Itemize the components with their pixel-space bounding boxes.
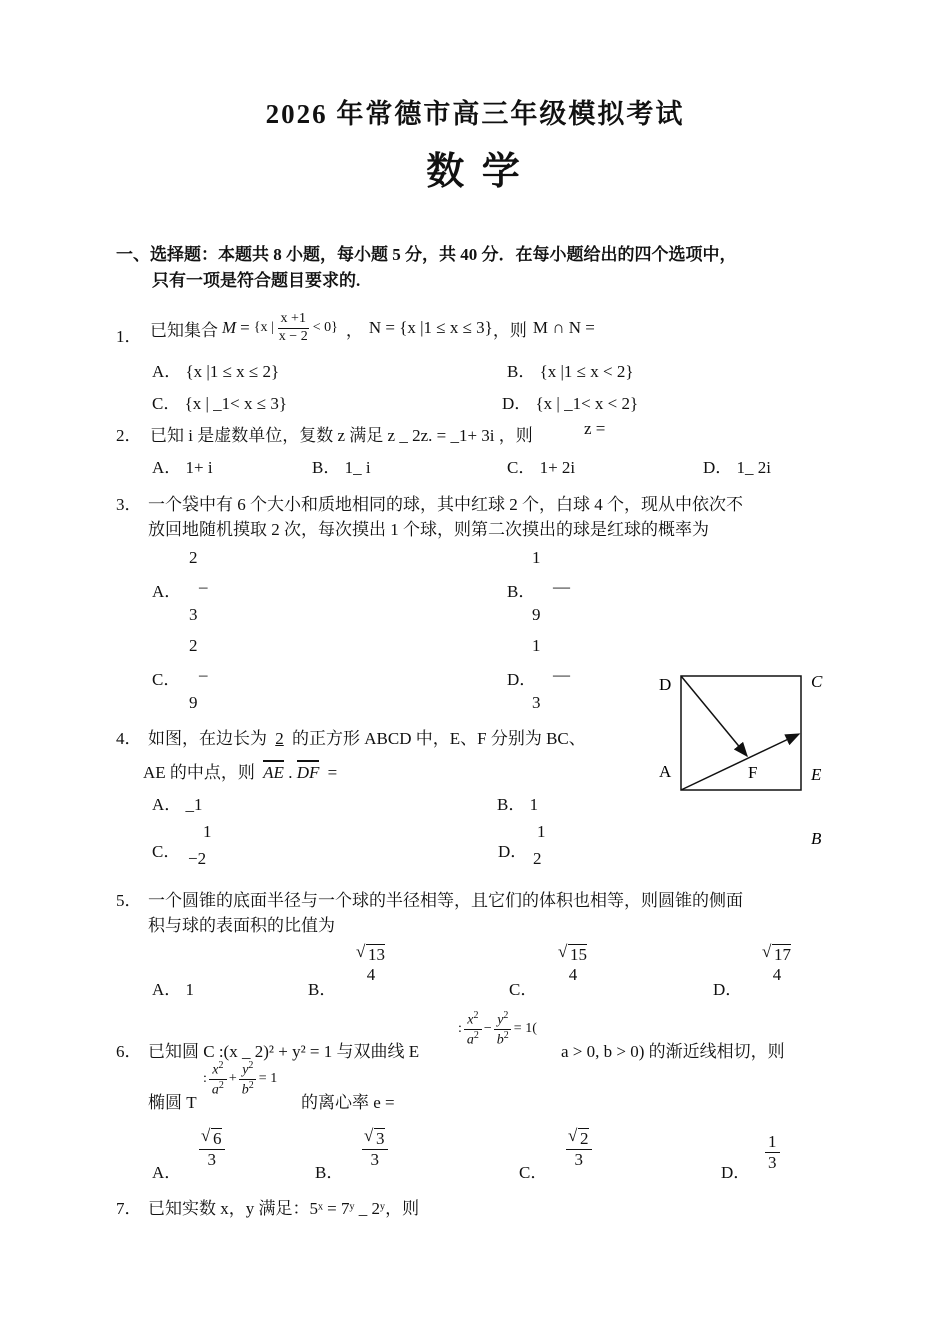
q6-option-d-label: D． [721, 1163, 751, 1182]
label-a: A [659, 762, 672, 781]
q3-stem-line2: 放回地随机摸取 2 次，每次摸出 1 个球，则第二次摸出的球是红球的概率为 [148, 520, 709, 539]
label-e: E [811, 765, 822, 784]
q6-option-c-label: C． [519, 1163, 548, 1182]
q4-option-c-den: −2 [188, 849, 207, 868]
square-figure [650, 665, 840, 855]
q4-option-c-num: 1 [203, 822, 212, 841]
label-c: C [811, 672, 823, 691]
label-b: B [811, 829, 822, 848]
q2-stem: 已知 i 是虚数单位，复数 z 满足 z _ 2z. = _1+ 3i ，则 [150, 426, 533, 445]
q1-set-open: {x | [253, 320, 274, 335]
q5-stem-line2: 积与球的表面积的比值为 [148, 916, 335, 935]
q2-number: 2． [116, 426, 142, 445]
vector-df-arrow [681, 676, 747, 756]
q3-option-d-label: D． [507, 670, 537, 689]
q4-stem-line1: 如图，在边长为 2 的正方形 ABCD 中，E、F 分别为 BC、 [148, 729, 586, 748]
q3-option-a-label: A． [152, 582, 182, 601]
q3-option-d-num: 1 [532, 636, 541, 655]
q3-option-b-den: 9 [532, 605, 541, 624]
q5-number: 5． [116, 891, 142, 910]
q5-option-a: A． 1 [152, 980, 195, 999]
q1-stem: 已知集合 M = {x | $\frac{x +1}{x - 2}$ < 0} ， N = {x |1 ≤ x ≤ 3} ，则 M ∩ N = [150, 311, 595, 344]
q2-option-a: A． 1+ i [152, 458, 213, 477]
label-d: D [659, 675, 672, 694]
q5-stem-line1: 一个圆锥的底面半径与一个球的半径相等，且它们的体积也相等，则圆锥的侧面 [148, 891, 743, 910]
q6-option-a-label: A． [152, 1163, 182, 1182]
q1-set-close: < 0} [312, 320, 338, 335]
q6-option-b-label: B． [315, 1163, 344, 1182]
vector-ae-arrow [681, 734, 799, 790]
q4-option-b: B． 1 [497, 795, 539, 814]
q6-number: 6． [116, 1042, 142, 1061]
q6-option-b-value: √ $\frac{3}{3}$ [362, 1128, 388, 1169]
q1-fraction: $\frac{x +1}{x - 2}$ [278, 311, 308, 344]
q4-option-c-label: C． [152, 842, 181, 861]
q1-ask: M ∩ N = [532, 318, 595, 337]
q3-number: 3． [116, 495, 142, 514]
subject-title: 数 学 [426, 151, 524, 193]
q7-number: 7． [116, 1199, 142, 1218]
q1-option-c: C． {x | _1< x ≤ 3} [152, 394, 287, 413]
section-heading-line2: 只有一项是符合题目要求的. [152, 271, 361, 290]
q2-option-c: C． 1+ 2i [507, 458, 576, 477]
q5-option-b-value: √ 13 4 [354, 944, 388, 984]
q1-set-m: M [222, 318, 237, 337]
q6-option-d-value: $\frac{1}{3}$ [765, 1132, 780, 1172]
q4-side-length: 2 [275, 729, 284, 748]
q4-option-a: A． _1 [152, 795, 203, 814]
q6-stem-line1-b: a > 0, b > 0) 的渐近线相切，则 [561, 1042, 785, 1061]
q3-option-c-num: 2 [189, 636, 198, 655]
q1-option-d: D． {x | _1< x < 2} [502, 394, 639, 413]
q2-option-b: B． 1_ i [312, 458, 371, 477]
q3-option-b-num: 1 [532, 548, 541, 567]
q1-option-b: B． {x |1 ≤ x < 2} [507, 362, 634, 381]
q3-option-a-num: 2 [189, 548, 198, 567]
q4-number: 4． [116, 729, 142, 748]
q6-option-c-value: √ $\frac{2}{3}$ [566, 1128, 592, 1169]
q1-stem-a: 已知集合 [150, 320, 218, 340]
q7-stem: 已知实数 x，y 满足：5ˣ = 7ʸ _ 2ʸ，则 [148, 1199, 420, 1218]
q3-option-a-den: 3 [189, 605, 198, 624]
q6-hyperbola-eq: : $\frac{x^2}{a^2}$ − $\frac{y^2}{b^2}$ = 1( [458, 1010, 537, 1048]
q6-stem-line2-a: 椭圆 T [148, 1093, 197, 1112]
q4-stem-line2: AE 的中点，则 AE . DF = [143, 758, 337, 783]
square-outline [681, 676, 801, 790]
label-f: F [748, 763, 758, 782]
q4-vector-df: DF [297, 760, 320, 782]
q6-option-a-value: √ $\frac{6}{3}$ [199, 1128, 225, 1169]
q4-option-d-num: 1 [537, 822, 546, 841]
q5-option-d-label: D． [713, 980, 743, 999]
q1-option-a: A． {x |1 ≤ x ≤ 2} [152, 362, 280, 381]
q4-vector-ae: AE [263, 760, 284, 782]
q4-option-d-label: D． [498, 842, 528, 861]
q6-ellipse-eq: : $\frac{x^2}{a^2}$ + $\frac{y^2}{b^2}$ = 1 [203, 1060, 278, 1098]
section-heading-line1: 一、选择题：本题共 8 小题，每小题 5 分，共 40 分．在每小题给出的四个选项中， [116, 245, 737, 264]
q3-option-d-den: 3 [532, 693, 541, 712]
q6-stem-line1-a: 已知圆 C :(x _ 2)² + y² = 1 与双曲线 E [148, 1042, 420, 1061]
q5-option-c-value: √ 15 4 [556, 944, 590, 984]
q3-option-c-den: 9 [189, 693, 198, 712]
q1-set-n: N = {x |1 ≤ x ≤ 3} [368, 318, 493, 337]
q5-option-d-value: √ 17 4 [760, 944, 794, 984]
q2-option-d: D． 1_ 2i [703, 458, 771, 477]
q5-option-c-label: C． [509, 980, 538, 999]
q4-option-d-den: 2 [533, 849, 542, 868]
q5-option-b-label: B． [308, 980, 337, 999]
q3-option-c-label: C． [152, 670, 181, 689]
q3-option-b-label: B． [507, 582, 536, 601]
q1-number: 1． [116, 327, 142, 346]
exam-title: 2026 年常德市高三年级模拟考试 [265, 99, 685, 129]
q6-stem-line2-b: 的离心率 e = [301, 1093, 395, 1112]
q2-ask: z = [584, 419, 606, 438]
q3-stem-line1: 一个袋中有 6 个大小和质地相同的球，其中红球 2 个，白球 4 个，现从中依次不 [148, 495, 743, 514]
